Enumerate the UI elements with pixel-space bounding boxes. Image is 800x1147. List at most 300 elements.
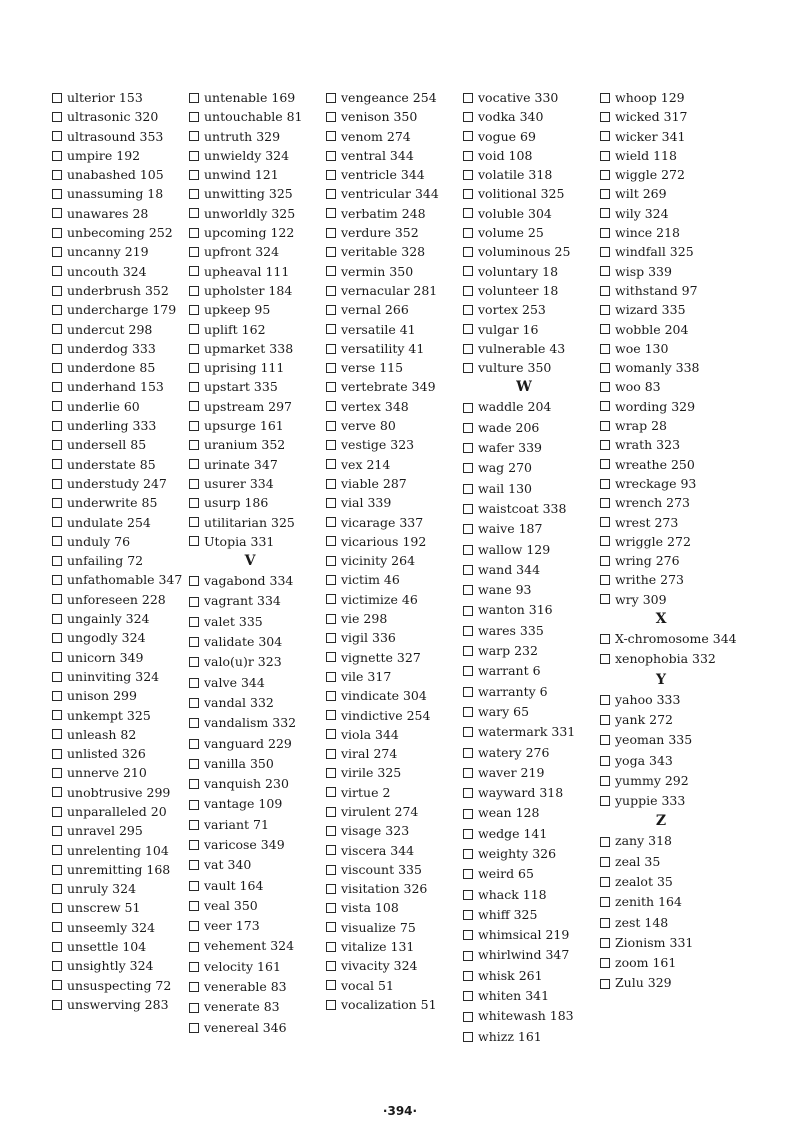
checkbox-icon[interactable] <box>600 837 610 847</box>
checkbox-icon[interactable] <box>326 652 336 662</box>
checkbox-icon[interactable] <box>52 286 62 296</box>
index-entry[interactable] <box>326 377 466 396</box>
checkbox-icon[interactable] <box>600 305 610 315</box>
index-entry[interactable] <box>600 339 740 358</box>
index-entry[interactable] <box>463 682 603 702</box>
index-entry[interactable] <box>326 879 466 898</box>
checkbox-icon[interactable] <box>189 382 199 392</box>
index-entry[interactable] <box>189 591 329 611</box>
index-entry[interactable] <box>600 435 740 454</box>
index-entry[interactable] <box>189 794 329 814</box>
index-entry[interactable] <box>52 937 192 956</box>
checkbox-icon[interactable] <box>189 131 199 141</box>
checkbox-icon[interactable] <box>189 1023 199 1033</box>
checkbox-icon[interactable] <box>600 131 610 141</box>
checkbox-icon[interactable] <box>52 556 62 566</box>
checkbox-icon[interactable] <box>600 498 610 508</box>
index-entry[interactable] <box>52 995 192 1014</box>
index-entry[interactable] <box>52 918 192 937</box>
checkbox-icon[interactable] <box>52 903 62 913</box>
index-entry[interactable] <box>463 418 603 438</box>
checkbox-icon[interactable] <box>189 517 199 527</box>
checkbox-icon[interactable] <box>326 845 336 855</box>
index-entry[interactable] <box>600 953 740 973</box>
checkbox-icon[interactable] <box>600 151 610 161</box>
checkbox-icon[interactable] <box>189 112 199 122</box>
checkbox-icon[interactable] <box>463 189 473 199</box>
index-entry[interactable] <box>463 358 603 377</box>
index-entry[interactable] <box>52 165 192 184</box>
checkbox-icon[interactable] <box>463 971 473 981</box>
index-entry[interactable] <box>326 744 466 763</box>
checkbox-icon[interactable] <box>189 459 199 469</box>
checkbox-icon[interactable] <box>326 575 336 585</box>
checkbox-icon[interactable] <box>600 776 610 786</box>
index-entry[interactable] <box>52 204 192 223</box>
checkbox-icon[interactable] <box>600 556 610 566</box>
checkbox-icon[interactable] <box>326 884 336 894</box>
index-entry[interactable] <box>600 771 740 791</box>
index-entry[interactable] <box>326 590 466 609</box>
index-entry[interactable] <box>52 628 192 647</box>
checkbox-icon[interactable] <box>600 735 610 745</box>
checkbox-icon[interactable] <box>600 440 610 450</box>
checkbox-icon[interactable] <box>326 208 336 218</box>
index-entry[interactable] <box>326 686 466 705</box>
index-entry[interactable] <box>189 281 329 300</box>
checkbox-icon[interactable] <box>600 897 610 907</box>
index-entry[interactable] <box>600 204 740 223</box>
checkbox-icon[interactable] <box>600 266 610 276</box>
index-entry[interactable] <box>463 223 603 242</box>
index-entry[interactable] <box>189 673 329 693</box>
checkbox-icon[interactable] <box>600 594 610 604</box>
checkbox-icon[interactable] <box>189 151 199 161</box>
checkbox-icon[interactable] <box>326 363 336 373</box>
index-entry[interactable] <box>600 629 740 649</box>
index-entry[interactable] <box>189 242 329 261</box>
checkbox-icon[interactable] <box>463 228 473 238</box>
index-entry[interactable] <box>189 612 329 632</box>
index-entry[interactable] <box>463 763 603 783</box>
checkbox-icon[interactable] <box>463 890 473 900</box>
index-entry[interactable] <box>326 995 466 1014</box>
index-entry[interactable] <box>326 937 466 956</box>
checkbox-icon[interactable] <box>189 440 199 450</box>
checkbox-icon[interactable] <box>189 421 199 431</box>
checkbox-icon[interactable] <box>326 942 336 952</box>
checkbox-icon[interactable] <box>52 942 62 952</box>
checkbox-icon[interactable] <box>189 189 199 199</box>
index-entry[interactable] <box>326 918 466 937</box>
index-entry[interactable] <box>326 551 466 570</box>
index-entry[interactable] <box>600 933 740 953</box>
index-entry[interactable] <box>52 127 192 146</box>
checkbox-icon[interactable] <box>463 266 473 276</box>
checkbox-icon[interactable] <box>52 479 62 489</box>
checkbox-icon[interactable] <box>326 1000 336 1010</box>
checkbox-icon[interactable] <box>600 536 610 546</box>
checkbox-icon[interactable] <box>189 324 199 334</box>
checkbox-icon[interactable] <box>600 208 610 218</box>
index-entry[interactable] <box>463 661 603 681</box>
checkbox-icon[interactable] <box>189 286 199 296</box>
checkbox-icon[interactable] <box>52 614 62 624</box>
checkbox-icon[interactable] <box>600 93 610 103</box>
index-entry[interactable] <box>600 913 740 933</box>
index-entry[interactable] <box>600 165 740 184</box>
checkbox-icon[interactable] <box>326 189 336 199</box>
index-entry[interactable] <box>463 438 603 458</box>
checkbox-icon[interactable] <box>326 382 336 392</box>
checkbox-icon[interactable] <box>326 421 336 431</box>
index-entry[interactable] <box>463 945 603 965</box>
checkbox-icon[interactable] <box>463 768 473 778</box>
checkbox-icon[interactable] <box>463 829 473 839</box>
index-entry[interactable] <box>600 649 740 669</box>
checkbox-icon[interactable] <box>52 228 62 238</box>
index-entry[interactable] <box>189 223 329 242</box>
index-entry[interactable] <box>600 474 740 493</box>
checkbox-icon[interactable] <box>326 594 336 604</box>
index-entry[interactable] <box>326 165 466 184</box>
checkbox-icon[interactable] <box>326 807 336 817</box>
checkbox-icon[interactable] <box>189 901 199 911</box>
index-entry[interactable] <box>463 540 603 560</box>
checkbox-icon[interactable] <box>52 980 62 990</box>
checkbox-icon[interactable] <box>189 840 199 850</box>
index-entry[interactable] <box>326 127 466 146</box>
index-entry[interactable] <box>463 479 603 499</box>
index-entry[interactable] <box>463 783 603 803</box>
index-entry[interactable] <box>189 896 329 916</box>
checkbox-icon[interactable] <box>189 982 199 992</box>
checkbox-icon[interactable] <box>600 401 610 411</box>
checkbox-icon[interactable] <box>326 247 336 257</box>
checkbox-icon[interactable] <box>189 479 199 489</box>
index-entry[interactable] <box>326 706 466 725</box>
checkbox-icon[interactable] <box>52 151 62 161</box>
index-entry[interactable] <box>52 320 192 339</box>
index-entry[interactable] <box>463 925 603 945</box>
index-entry[interactable] <box>52 706 192 725</box>
index-entry[interactable] <box>52 146 192 165</box>
index-entry[interactable] <box>189 713 329 733</box>
checkbox-icon[interactable] <box>326 93 336 103</box>
checkbox-icon[interactable] <box>189 228 199 238</box>
index-entry[interactable] <box>52 551 192 570</box>
index-entry[interactable] <box>600 184 740 203</box>
index-entry[interactable] <box>189 916 329 936</box>
index-entry[interactable] <box>600 107 740 126</box>
index-entry[interactable] <box>600 751 740 771</box>
index-entry[interactable] <box>600 532 740 551</box>
checkbox-icon[interactable] <box>189 800 199 810</box>
index-entry[interactable] <box>326 513 466 532</box>
index-entry[interactable] <box>326 242 466 261</box>
checkbox-icon[interactable] <box>189 170 199 180</box>
index-entry[interactable] <box>600 320 740 339</box>
checkbox-icon[interactable] <box>600 170 610 180</box>
checkbox-icon[interactable] <box>52 440 62 450</box>
index-entry[interactable] <box>600 146 740 165</box>
checkbox-icon[interactable] <box>600 363 610 373</box>
index-entry[interactable] <box>326 281 466 300</box>
checkbox-icon[interactable] <box>600 382 610 392</box>
checkbox-icon[interactable] <box>600 938 610 948</box>
checkbox-icon[interactable] <box>463 305 473 315</box>
checkbox-icon[interactable] <box>326 344 336 354</box>
checkbox-icon[interactable] <box>326 170 336 180</box>
index-entry[interactable] <box>463 885 603 905</box>
index-entry[interactable] <box>189 204 329 223</box>
checkbox-icon[interactable] <box>189 305 199 315</box>
index-entry[interactable] <box>52 184 192 203</box>
index-entry[interactable] <box>326 184 466 203</box>
checkbox-icon[interactable] <box>463 687 473 697</box>
index-entry[interactable] <box>326 648 466 667</box>
index-entry[interactable] <box>600 455 740 474</box>
index-entry[interactable] <box>52 590 192 609</box>
checkbox-icon[interactable] <box>463 849 473 859</box>
checkbox-icon[interactable] <box>600 459 610 469</box>
index-entry[interactable] <box>52 242 192 261</box>
checkbox-icon[interactable] <box>189 820 199 830</box>
checkbox-icon[interactable] <box>326 536 336 546</box>
checkbox-icon[interactable] <box>326 440 336 450</box>
index-entry[interactable] <box>326 802 466 821</box>
checkbox-icon[interactable] <box>326 324 336 334</box>
index-entry[interactable] <box>52 88 192 107</box>
checkbox-icon[interactable] <box>52 865 62 875</box>
index-entry[interactable] <box>463 204 603 223</box>
index-entry[interactable] <box>189 165 329 184</box>
checkbox-icon[interactable] <box>52 401 62 411</box>
index-entry[interactable] <box>600 493 740 512</box>
checkbox-icon[interactable] <box>463 344 473 354</box>
index-entry[interactable] <box>326 358 466 377</box>
index-entry[interactable] <box>52 570 192 589</box>
index-entry[interactable] <box>326 956 466 975</box>
index-entry[interactable] <box>189 146 329 165</box>
checkbox-icon[interactable] <box>463 707 473 717</box>
index-entry[interactable] <box>600 831 740 851</box>
index-entry[interactable] <box>600 570 740 589</box>
checkbox-icon[interactable] <box>52 170 62 180</box>
checkbox-icon[interactable] <box>600 654 610 664</box>
checkbox-icon[interactable] <box>463 363 473 373</box>
index-entry[interactable] <box>463 262 603 281</box>
index-entry[interactable] <box>52 860 192 879</box>
checkbox-icon[interactable] <box>52 305 62 315</box>
index-entry[interactable] <box>189 262 329 281</box>
index-entry[interactable] <box>600 262 740 281</box>
index-entry[interactable] <box>52 223 192 242</box>
index-entry[interactable] <box>326 204 466 223</box>
checkbox-icon[interactable] <box>463 524 473 534</box>
index-entry[interactable] <box>189 377 329 396</box>
checkbox-icon[interactable] <box>326 633 336 643</box>
index-entry[interactable] <box>600 358 740 377</box>
index-entry[interactable] <box>189 474 329 493</box>
index-entry[interactable] <box>326 300 466 319</box>
index-entry[interactable] <box>189 693 329 713</box>
checkbox-icon[interactable] <box>52 131 62 141</box>
checkbox-icon[interactable] <box>463 403 473 413</box>
checkbox-icon[interactable] <box>463 247 473 257</box>
index-entry[interactable] <box>600 892 740 912</box>
checkbox-icon[interactable] <box>463 666 473 676</box>
index-entry[interactable] <box>463 146 603 165</box>
index-entry[interactable] <box>326 320 466 339</box>
index-entry[interactable] <box>189 977 329 997</box>
checkbox-icon[interactable] <box>326 112 336 122</box>
index-entry[interactable] <box>463 1006 603 1026</box>
checkbox-icon[interactable] <box>52 459 62 469</box>
index-entry[interactable] <box>52 879 192 898</box>
checkbox-icon[interactable] <box>463 131 473 141</box>
index-entry[interactable] <box>52 300 192 319</box>
checkbox-icon[interactable] <box>600 634 610 644</box>
checkbox-icon[interactable] <box>189 401 199 411</box>
checkbox-icon[interactable] <box>189 617 199 627</box>
index-entry[interactable] <box>600 551 740 570</box>
index-entry[interactable] <box>463 600 603 620</box>
checkbox-icon[interactable] <box>52 382 62 392</box>
index-entry[interactable] <box>52 725 192 744</box>
checkbox-icon[interactable] <box>52 363 62 373</box>
checkbox-icon[interactable] <box>189 363 199 373</box>
checkbox-icon[interactable] <box>189 718 199 728</box>
checkbox-icon[interactable] <box>52 344 62 354</box>
index-entry[interactable] <box>52 667 192 686</box>
index-entry[interactable] <box>189 876 329 896</box>
index-entry[interactable] <box>326 609 466 628</box>
checkbox-icon[interactable] <box>463 930 473 940</box>
index-entry[interactable] <box>463 966 603 986</box>
checkbox-icon[interactable] <box>326 556 336 566</box>
index-entry[interactable] <box>463 519 603 539</box>
index-entry[interactable] <box>326 532 466 551</box>
checkbox-icon[interactable] <box>52 498 62 508</box>
checkbox-icon[interactable] <box>326 517 336 527</box>
checkbox-icon[interactable] <box>189 1003 199 1013</box>
index-entry[interactable] <box>600 88 740 107</box>
checkbox-icon[interactable] <box>463 748 473 758</box>
checkbox-icon[interactable] <box>52 517 62 527</box>
checkbox-icon[interactable] <box>463 463 473 473</box>
checkbox-icon[interactable] <box>52 189 62 199</box>
index-entry[interactable] <box>463 580 603 600</box>
index-entry[interactable] <box>189 435 329 454</box>
index-entry[interactable] <box>463 397 603 417</box>
checkbox-icon[interactable] <box>52 672 62 682</box>
checkbox-icon[interactable] <box>326 749 336 759</box>
checkbox-icon[interactable] <box>52 575 62 585</box>
checkbox-icon[interactable] <box>326 614 336 624</box>
index-entry[interactable] <box>463 458 603 478</box>
index-entry[interactable] <box>600 730 740 750</box>
checkbox-icon[interactable] <box>326 980 336 990</box>
index-entry[interactable] <box>189 835 329 855</box>
checkbox-icon[interactable] <box>463 585 473 595</box>
index-entry[interactable] <box>600 416 740 435</box>
checkbox-icon[interactable] <box>463 170 473 180</box>
index-entry[interactable] <box>189 957 329 977</box>
index-entry[interactable] <box>52 281 192 300</box>
checkbox-icon[interactable] <box>600 877 610 887</box>
index-entry[interactable] <box>189 774 329 794</box>
index-entry[interactable] <box>463 844 603 864</box>
index-entry[interactable] <box>463 702 603 722</box>
checkbox-icon[interactable] <box>326 479 336 489</box>
checkbox-icon[interactable] <box>326 865 336 875</box>
checkbox-icon[interactable] <box>326 151 336 161</box>
checkbox-icon[interactable] <box>189 739 199 749</box>
checkbox-icon[interactable] <box>600 189 610 199</box>
index-entry[interactable] <box>600 852 740 872</box>
checkbox-icon[interactable] <box>326 266 336 276</box>
checkbox-icon[interactable] <box>326 961 336 971</box>
index-entry[interactable] <box>52 455 192 474</box>
index-entry[interactable] <box>326 763 466 782</box>
index-entry[interactable] <box>52 956 192 975</box>
index-entry[interactable] <box>189 754 329 774</box>
checkbox-icon[interactable] <box>600 796 610 806</box>
index-entry[interactable] <box>600 872 740 892</box>
index-entry[interactable] <box>463 824 603 844</box>
index-entry[interactable] <box>463 1027 603 1047</box>
checkbox-icon[interactable] <box>600 344 610 354</box>
checkbox-icon[interactable] <box>463 504 473 514</box>
index-entry[interactable] <box>463 803 603 823</box>
index-entry[interactable] <box>326 455 466 474</box>
index-entry[interactable] <box>52 802 192 821</box>
checkbox-icon[interactable] <box>463 646 473 656</box>
checkbox-icon[interactable] <box>189 921 199 931</box>
checkbox-icon[interactable] <box>52 266 62 276</box>
index-entry[interactable] <box>463 560 603 580</box>
checkbox-icon[interactable] <box>326 787 336 797</box>
checkbox-icon[interactable] <box>600 517 610 527</box>
index-entry[interactable] <box>463 88 603 107</box>
checkbox-icon[interactable] <box>463 1032 473 1042</box>
index-entry[interactable] <box>189 815 329 835</box>
index-entry[interactable] <box>189 513 329 532</box>
checkbox-icon[interactable] <box>189 678 199 688</box>
index-entry[interactable] <box>600 590 740 609</box>
index-entry[interactable] <box>463 300 603 319</box>
checkbox-icon[interactable] <box>52 247 62 257</box>
checkbox-icon[interactable] <box>326 498 336 508</box>
checkbox-icon[interactable] <box>326 729 336 739</box>
index-entry[interactable] <box>326 783 466 802</box>
checkbox-icon[interactable] <box>600 247 610 257</box>
index-entry[interactable] <box>189 320 329 339</box>
checkbox-icon[interactable] <box>189 498 199 508</box>
checkbox-icon[interactable] <box>463 565 473 575</box>
checkbox-icon[interactable] <box>52 112 62 122</box>
checkbox-icon[interactable] <box>52 208 62 218</box>
index-entry[interactable] <box>189 416 329 435</box>
checkbox-icon[interactable] <box>600 756 610 766</box>
index-entry[interactable] <box>600 690 740 710</box>
checkbox-icon[interactable] <box>600 112 610 122</box>
checkbox-icon[interactable] <box>189 698 199 708</box>
checkbox-icon[interactable] <box>326 228 336 238</box>
index-entry[interactable] <box>326 898 466 917</box>
index-entry[interactable] <box>600 377 740 396</box>
